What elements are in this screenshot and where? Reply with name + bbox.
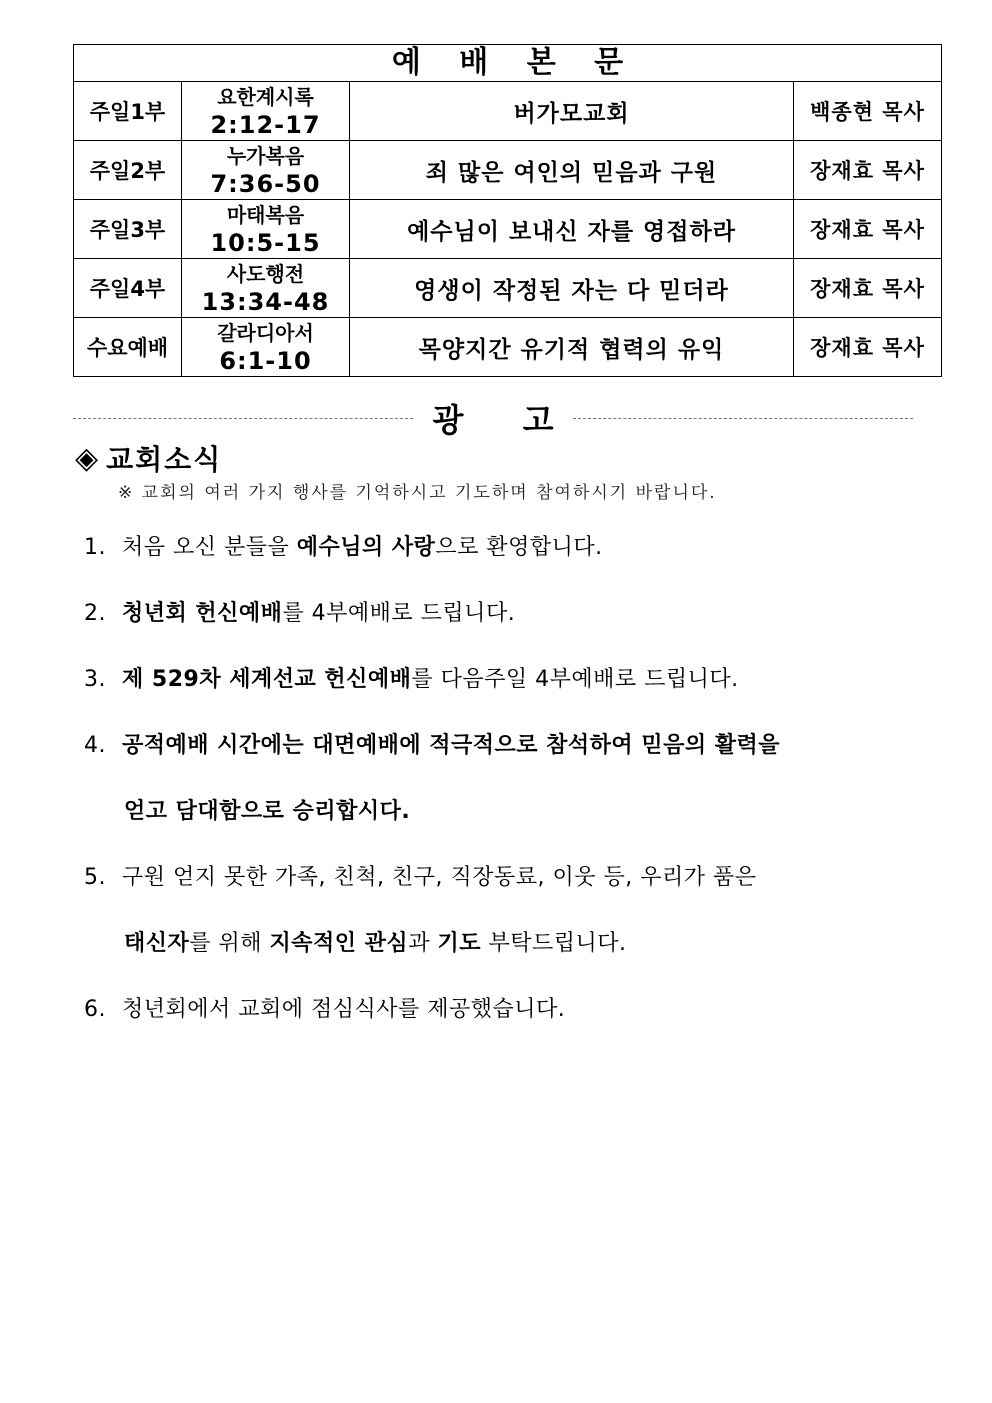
list-item-continuation [84,924,944,990]
schedule-row [74,259,942,318]
scripture-ref: 2:12-17 [210,111,321,139]
pastor-name: 장재효 목사 [794,141,942,200]
list-item [84,660,944,726]
item-emphasis: 예수님의 사랑 [296,535,436,560]
item-emphasis: 공적예배 시간에는 대면예배에 적극적으로 참석하여 믿음의 활력을 [122,733,781,758]
announcements-title: 광 고 [432,401,578,439]
service-name: 수요예배 [74,318,182,377]
sermon-title: 영생이 작정된 자는 다 믿더라 [350,259,794,318]
item-emphasis: 얻고 담대함으로 승리합시다. [124,799,411,824]
item-emphasis: 제 529차 세계선교 헌신예배 [122,667,412,692]
scripture [182,200,350,259]
item-text: 를 4부예배로 드립니다. [282,601,516,626]
scripture-ref: 6:1-10 [219,347,312,375]
item-emphasis: 태신자 [124,931,190,956]
item-number: 2. [84,601,106,626]
service-name: 주일1부 [74,82,182,141]
item-number: 5. [84,865,106,890]
scripture-ref: 10:5-15 [210,229,321,257]
scripture-ref: 7:36-50 [210,170,321,198]
sermon-title: 예수님이 보내신 자를 영접하라 [350,200,794,259]
item-emphasis: 지속적인 관심 [269,931,409,956]
item-number: 6. [84,997,106,1022]
announcements-header [73,396,913,440]
service-name: 주일3부 [74,200,182,259]
divider-left [73,418,413,419]
pastor-name: 백종현 목사 [794,82,942,141]
announcement-note: ※ 교회의 여러 가지 행사를 기억하시고 기도하며 참여하시기 바랍니다. [118,483,717,503]
item-number: 3. [84,667,106,692]
scripture-book: 마태복음 [226,203,305,227]
schedule-title: 예 배 본 문 [74,45,942,82]
announcement-list [84,528,944,1056]
sermon-title: 목양지간 유기적 협력의 유익 [350,318,794,377]
pastor-name: 장재효 목사 [794,200,942,259]
service-name: 주일2부 [74,141,182,200]
scripture-book: 갈라디아서 [217,321,314,345]
schedule-row [74,82,942,141]
item-text: 으로 환영합니다. [435,535,603,560]
divider-right [573,418,913,419]
worship-schedule-table [73,44,942,377]
schedule-row [74,318,942,377]
church-news-title: 교회소식 [106,443,223,476]
scripture-ref: 13:34-48 [201,288,330,316]
item-text: 구원 얻지 못한 가족, 친척, 친구, 직장동료, 이웃 등, 우리가 품은 [122,865,757,890]
item-text: 처음 오신 분들을 [122,535,297,560]
scripture [182,141,350,200]
pastor-name: 장재효 목사 [794,318,942,377]
item-text: 를 다음주일 4부예배로 드립니다. [411,667,739,692]
item-number: 4. [84,733,106,758]
church-news-heading [75,438,222,478]
scripture-book: 누가복음 [226,144,305,168]
list-item-continuation [84,792,944,858]
list-item [84,726,944,792]
scripture-book: 사도행전 [226,262,305,286]
item-text: 를 위해 [189,931,270,956]
list-item [84,858,944,924]
item-emphasis: 청년회 헌신예배 [122,601,283,626]
scripture [182,82,350,141]
list-item [84,990,944,1056]
schedule-row [74,141,942,200]
scripture [182,259,350,318]
diamond-bullet-icon: ◈ [75,440,99,476]
item-text: 부탁드립니다. [480,931,627,956]
service-name: 주일4부 [74,259,182,318]
item-text: 청년회에서 교회에 점심식사를 제공했습니다. [122,997,566,1022]
scripture-book: 요한계시록 [217,85,314,109]
list-item [84,528,944,594]
list-item [84,594,944,660]
scripture [182,318,350,377]
sermon-title: 버가모교회 [350,82,794,141]
schedule-row [74,200,942,259]
item-emphasis: 기도 [437,931,481,956]
item-number: 1. [84,535,106,560]
sermon-title: 죄 많은 여인의 믿음과 구원 [350,141,794,200]
pastor-name: 장재효 목사 [794,259,942,318]
item-text: 과 [408,931,438,956]
